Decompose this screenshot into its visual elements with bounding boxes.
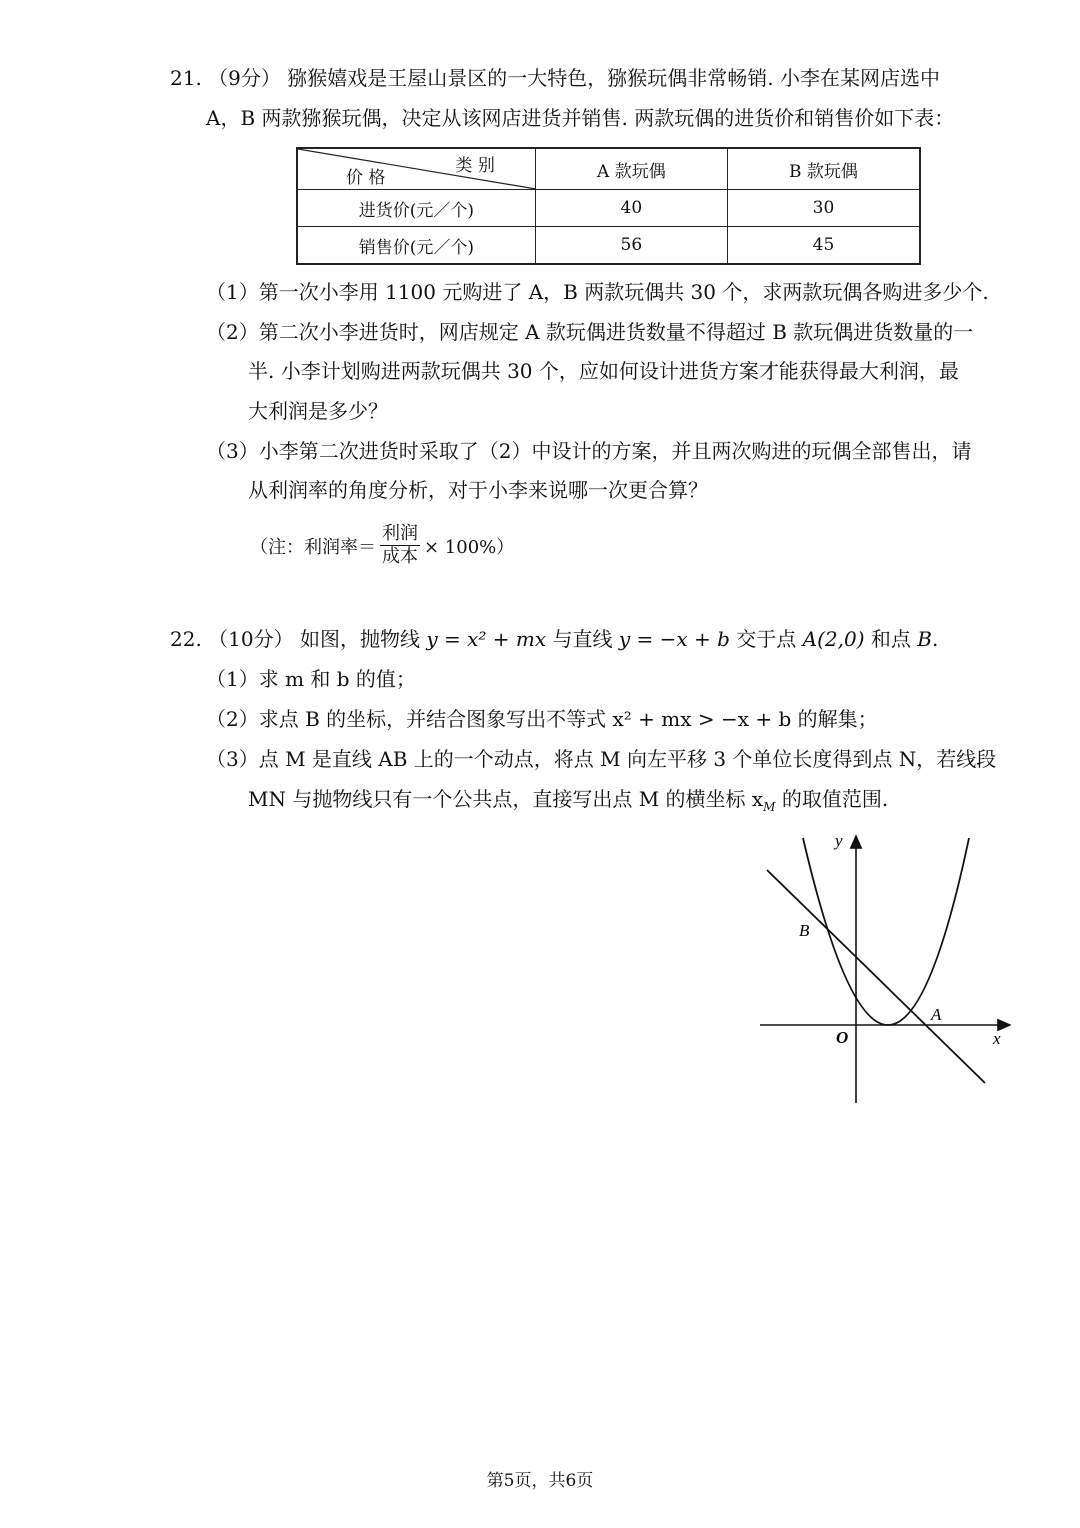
q22-part3-line2 [248, 785, 888, 821]
q22-stem-text: . [931, 627, 939, 651]
q22-stem-text: 交于点 [729, 627, 803, 651]
q21-score: （9分） [208, 66, 281, 90]
q22-part3-text: MN 与抛物线只有一个公共点，直接写出点 M 的横坐标 x [248, 787, 764, 811]
price-table [296, 147, 921, 265]
q22-part3-end: 的取值范围. [775, 787, 889, 811]
line-equation: y = −x + b [618, 627, 730, 651]
profit-fraction [380, 523, 420, 568]
point-a: A(2,0) [802, 627, 865, 651]
label-a: A [931, 1005, 942, 1024]
label-b: B [799, 921, 810, 940]
table-row [297, 227, 920, 265]
note-prefix: （注：利润率＝ [250, 536, 376, 558]
cell-b: 45 [727, 227, 920, 265]
q22-part1: （1）求 m 和 b 的值； [206, 667, 416, 691]
parabola-equation: y = x² + mx [426, 627, 547, 651]
parabola-curve [803, 838, 969, 1025]
header-category: 类 别 [455, 156, 495, 176]
header-price: 价 格 [346, 168, 386, 188]
q22-part3-line1: （3）点 M 是直线 AB 上的一个动点，将点 M 向左平移 3 个单位长度得到点 N，若线段 [206, 747, 997, 771]
fraction-numerator: 利润 [382, 523, 418, 544]
diagonal-line [298, 149, 536, 189]
q21-part3-line1: （3）小李第二次进货时采取了（2）中设计的方案，并且两次购进的玩偶全部售出，请 [206, 439, 972, 463]
q21-part2-line1: （2）第二次小李进货时，网店规定 A 款玩偶进货数量不得超过 B 款玩偶进货数量的一 [206, 320, 974, 344]
header-col-b: B 款玩偶 [727, 148, 920, 190]
fraction-denominator: 成本 [382, 546, 418, 567]
table-row [297, 190, 920, 227]
page-footer: 第5页，共6页 [486, 1471, 594, 1491]
line-ab [767, 870, 985, 1083]
table-header-row [297, 148, 920, 190]
q21-part2-line3: 大利润是多少？ [248, 399, 388, 423]
cell-b: 30 [727, 190, 920, 227]
q22-part2: （2）求点 B 的坐标，并结合图象写出不等式 x² + mx > −x + b 的解集； [206, 707, 878, 731]
q22-stem-text: 和点 [864, 627, 918, 651]
subscript-m: M [763, 800, 776, 814]
label-y: y [835, 831, 843, 850]
q21-number: 21. [170, 66, 202, 90]
label-x: x [993, 1029, 1001, 1048]
q21-stem-line1 [170, 64, 940, 92]
q21-part1: （1）第一次小李用 1100 元购进了 A，B 两款玩偶共 30 个，求两款玩偶各购进多少个. [206, 280, 989, 304]
q22-stem [170, 625, 938, 653]
parabola-line-figure [755, 828, 1020, 1110]
cell-a: 56 [535, 227, 727, 265]
q22-number: 22. [170, 627, 202, 651]
note-suffix: × 100%） [424, 536, 515, 558]
header-col-a: A 款玩偶 [535, 148, 727, 190]
q22-score: （10分） [208, 627, 294, 651]
row-label: 进货价(元／个) [297, 190, 535, 227]
q21-stem-text: 猕猴嬉戏是王屋山景区的一大特色，猕猴玩偶非常畅销. 小李在某网店选中 [287, 66, 940, 90]
profit-rate-note [250, 523, 514, 568]
q22-stem-text: 与直线 [546, 627, 619, 651]
q21-part2-line2: 半. 小李计划购进两款玩偶共 30 个，应如何设计进货方案才能获得最大利润，最 [248, 359, 959, 383]
row-label: 销售价(元／个) [297, 227, 535, 265]
q21-part3-line2: 从利润率的角度分析，对于小李来说哪一次更合算？ [248, 478, 708, 502]
table-diagonal-header [297, 148, 535, 190]
label-origin: O [836, 1028, 849, 1047]
cell-a: 40 [535, 190, 727, 227]
q21-stem-line2: A，B 两款猕猴玩偶，决定从该网店进货并销售. 两款玩偶的进货价和销售价如下表： [206, 106, 955, 130]
point-b: B [917, 627, 932, 651]
q22-stem-text: 如图，抛物线 [299, 627, 427, 651]
